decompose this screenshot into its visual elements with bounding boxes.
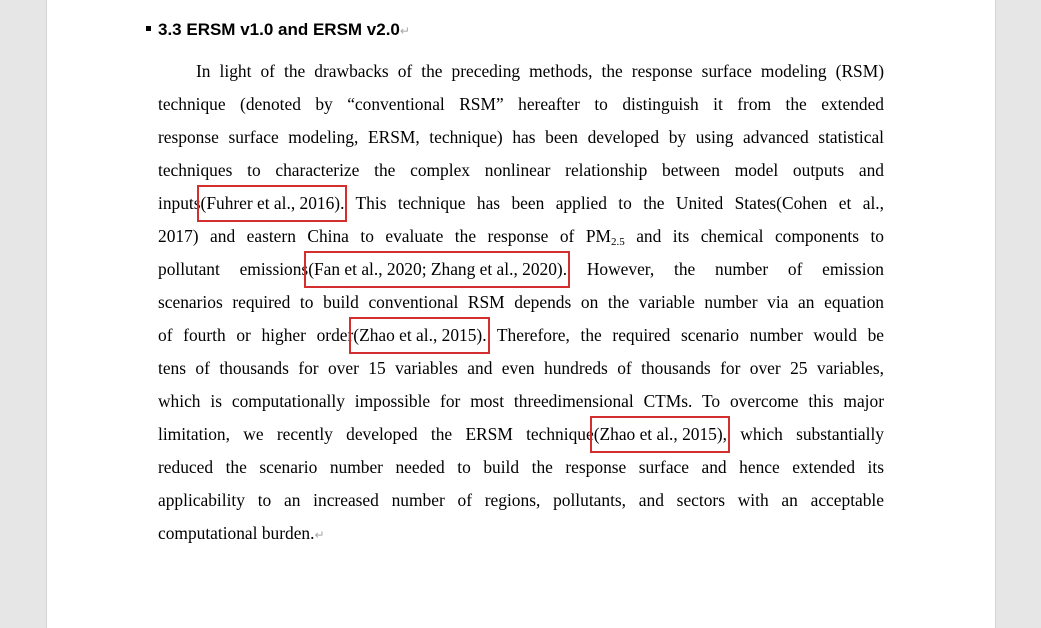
citation-highlight: (Fan et al., 2020; Zhang et al., 2020).: [308, 259, 568, 279]
text-line-4: techniques to characterize the complex nonlinear relationship between model outputs and: [158, 160, 884, 180]
subscript: 2.5: [610, 236, 625, 248]
text-line-5: inputs(Fuhrer et al., 2016). This technique has been applied to the United States(Cohen et al.,: [158, 193, 884, 213]
text-line-9: of fourth or higher order(Zhao et al., 2015). Therefore, the required scenario number would be: [158, 325, 884, 345]
text-line-3: response surface modeling, ERSM, technique) has been developed by using advanced statistical: [158, 127, 884, 147]
section-heading: [146, 20, 410, 40]
citation-highlight: (Zhao et al., 2015),: [593, 424, 727, 444]
text-line-13: reduced the scenario number needed to build the response surface and hence extended its: [158, 457, 884, 477]
text-line-7: pollutant emissions(Fan et al., 2020; Zhang et al., 2020). However, the number of emission: [158, 259, 884, 279]
text-line-10: tens of thousands for over 15 variables and even hundreds of thousands for over 25 variables,: [158, 358, 884, 378]
text-line-8: scenarios required to build conventional RSM depends on the variable number via an equation: [158, 292, 884, 312]
text-line-11: which is computationally impossible for most threedimensional CTMs. To overcome this major: [158, 391, 884, 411]
text-line-14: applicability to an increased number of regions, pollutants, and sectors with an acceptable: [158, 490, 884, 510]
citation-highlight: (Zhao et al., 2015).: [353, 325, 487, 345]
text-line-15: computational burden.↵: [158, 523, 325, 543]
heading-bullet-icon: [146, 26, 151, 31]
paragraph-mark-icon: ↵: [399, 24, 410, 38]
paragraph-mark-icon: ↵: [314, 528, 325, 542]
text-line-6: 2017) and eastern China to evaluate the response of $PM_{2.5}$ and its chemical components to: [158, 226, 884, 248]
text-line-12: limitation, we recently developed the ERSM technique(Zhao et al., 2015), which substantially: [158, 424, 885, 444]
text-line-1: In light of the drawbacks of the preceding methods, the response surface modeling (RSM): [196, 61, 884, 81]
section-heading-text: 3.3 ERSM v1.0 and ERSM v2.0: [158, 20, 400, 39]
citation-highlight: (Fuhrer et al., 2016).: [200, 193, 345, 213]
text-line-2: technique (denoted by “conventional RSM” hereafter to distinguish it from the extended: [158, 94, 884, 114]
